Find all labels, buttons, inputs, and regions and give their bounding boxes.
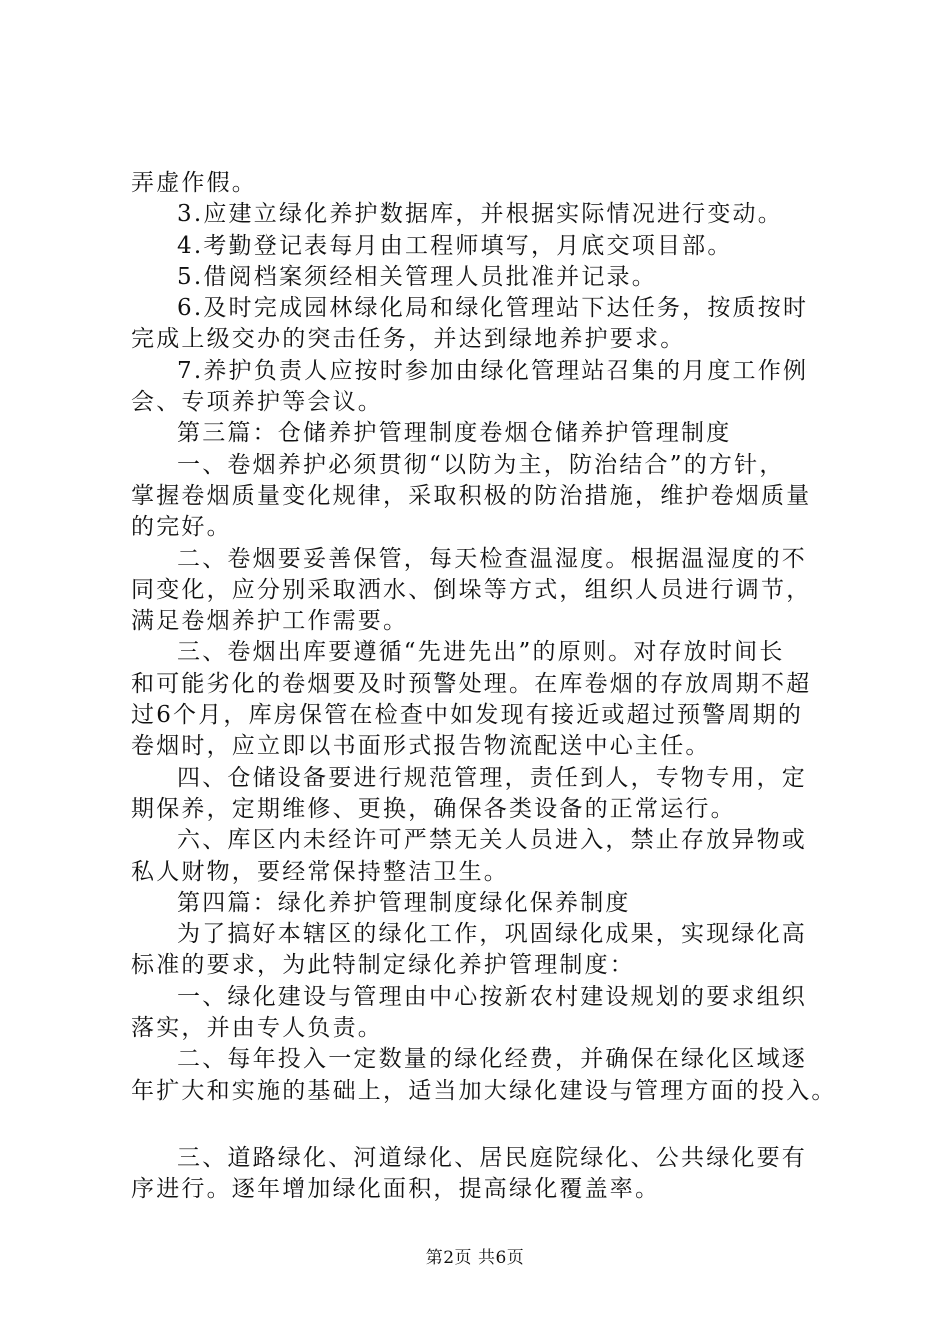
text-line: 四、仓储设备要进行规范管理，责任到人，专物专用，定 (177, 764, 807, 791)
text-line: 和可能劣化的卷烟要及时预警处理。在库卷烟的存放周期不超 (131, 670, 812, 697)
text-line: 三、道路绿化、河道绿化、居民庭院绿化、公共绿化要有 (177, 1144, 807, 1171)
section-heading: 第三篇：仓储养护管理制度卷烟仓储养护管理制度 (177, 420, 732, 447)
text-line: 4.考勤登记表每月由工程师填写，月底交项目部。 (177, 232, 733, 259)
text-line: 同变化，应分别采取洒水、倒垛等方式，组织人员进行调节， (131, 576, 812, 603)
text-line: 6.及时完成园林绿化局和绿化管理站下达任务，按质按时 (177, 295, 809, 322)
text-line: 私人财物，要经常保持整洁卫生。 (131, 858, 509, 885)
text-line: 过6个月，库房保管在检查中如发现有接近或超过预警周期的 (131, 702, 804, 729)
text-line: 六、库区内未经许可严禁无关人员进入，禁止存放异物或 (177, 827, 807, 854)
text-line: 期保养，定期维修、更换，确保各类设备的正常运行。 (131, 795, 736, 822)
text-line: 年扩大和实施的基础上，适当加大绿化建设与管理方面的投入。 (131, 1077, 837, 1104)
text-line: 满足卷烟养护工作需要。 (131, 608, 409, 635)
text-line: 7.养护负责人应按时参加由绿化管理站召集的月度工作例 (177, 357, 809, 384)
text-line: 弄虚作假。 (131, 170, 257, 196)
text-line: 3.应建立绿化养护数据库，并根据实际情况进行变动。 (177, 201, 783, 228)
text-line: 的完好。 (131, 514, 232, 541)
document-body (131, 168, 837, 1206)
text-line: 卷烟时，应立即以书面形式报告物流配送中心主任。 (131, 733, 711, 760)
text-line: 落实，并由专人负责。 (131, 1015, 383, 1042)
text-line: 完成上级交办的突击任务，并达到绿地养护要求。 (131, 326, 686, 353)
text-line: 为了搞好本辖区的绿化工作，巩固绿化成果，实现绿化高 (177, 921, 807, 948)
text-line: 掌握卷烟质量变化规律，采取积极的防治措施，维护卷烟质量 (131, 482, 812, 509)
paragraph-gap (131, 1107, 831, 1143)
text-line: 二、每年投入一定数量的绿化经费，并确保在绿化区域逐 (177, 1046, 807, 1073)
text-line: 标准的要求，为此特制定绿化养护管理制度： (131, 952, 635, 979)
text-line: 5.借阅档案须经相关管理人员批准并记录。 (177, 263, 657, 290)
text-line: 会、专项养护等会议。 (131, 389, 383, 416)
text-line: 一、卷烟养护必须贯彻“以防为主，防治结合”的方针， (177, 451, 785, 478)
text-line: 三、卷烟出库要遵循“先进先出”的原则。对存放时间长 (177, 639, 785, 666)
text-line: 序进行。逐年增加绿化面积，提高绿化覆盖率。 (131, 1176, 661, 1203)
page-number-footer: 第2页 共6页 (425, 1248, 525, 1268)
text-line: 一、绿化建设与管理由中心按新农村建设规划的要求组织 (177, 983, 807, 1010)
text-line: 二、卷烟要妥善保管，每天检查温湿度。根据温湿度的不 (177, 545, 807, 572)
section-heading: 第四篇：绿化养护管理制度绿化保养制度 (177, 889, 631, 916)
